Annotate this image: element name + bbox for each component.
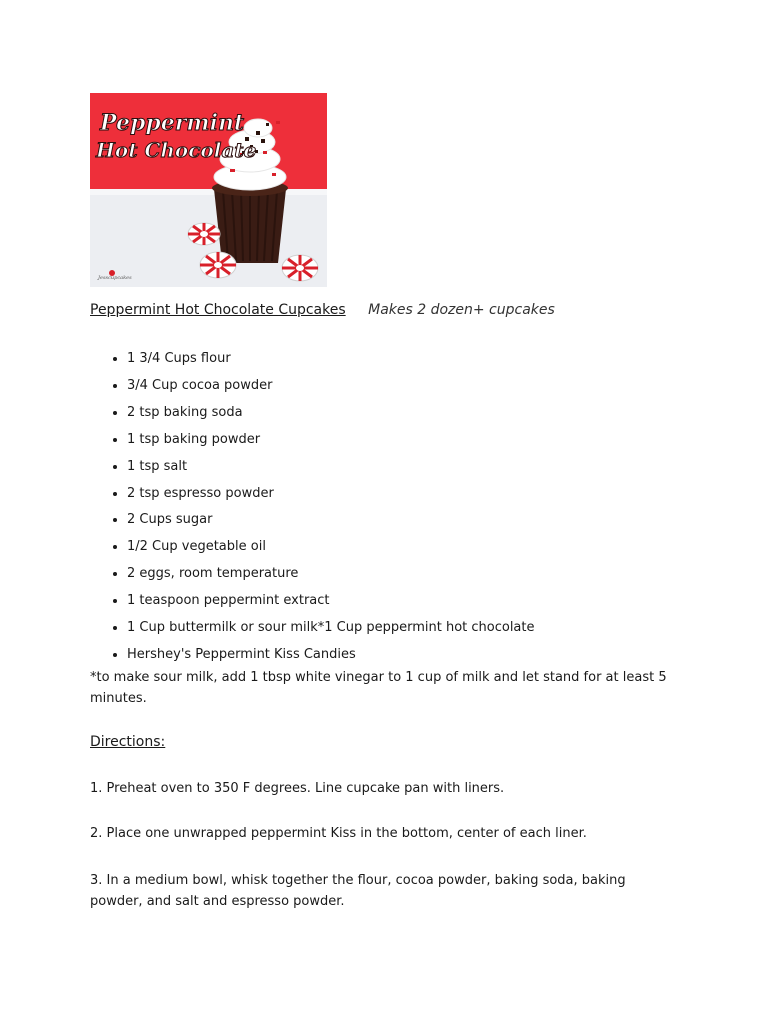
ingredient-item: • 1 tsp baking powder <box>127 427 727 454</box>
watermark-text: Jesscupcakes <box>98 275 132 281</box>
recipe-title-row <box>90 302 710 324</box>
ingredient-item: • Hershey's Peppermint Kiss Candies <box>127 642 727 669</box>
recipe-photo <box>90 93 327 287</box>
sour-milk-note: *to make sour milk, add 1 tbsp white vinegar to 1 cup of milk and let stand for at least 5 minutes. <box>90 670 667 706</box>
ingredient-item: • 1 teaspoon peppermint extract <box>127 588 727 615</box>
direction-step: 2. Place one unwrapped peppermint Kiss in the bottom, center of each liner. <box>90 826 587 841</box>
ingredient-item: • 2 tsp baking soda <box>127 400 727 427</box>
cupcake-illustration <box>90 93 327 287</box>
ingredient-item: • 2 eggs, room temperature <box>127 561 727 588</box>
ingredient-item: • 1/2 Cup vegetable oil <box>127 534 727 561</box>
ingredient-item: • 2 tsp espresso powder <box>127 481 727 508</box>
ingredient-item: • 1 Cup buttermilk or sour milk*1 Cup peppermint hot chocolate <box>127 615 727 642</box>
ingredient-item: • 1 tsp salt <box>127 454 727 481</box>
candy-right <box>282 255 318 281</box>
candy-center <box>200 252 236 278</box>
ingredient-item: • 3/4 Cup cocoa powder <box>127 373 727 400</box>
recipe-yield: Makes 2 dozen+ cupcakes <box>368 302 555 318</box>
ingredient-list <box>90 346 727 669</box>
recipe-title: Peppermint Hot Chocolate Cupcakes <box>90 302 346 318</box>
overlay-title-line1: Peppermint <box>100 110 245 136</box>
ingredient-item: • 1 3/4 Cups flour <box>127 346 727 373</box>
directions-heading: Directions: <box>90 734 166 750</box>
direction-step: 1. Preheat oven to 350 F degrees. Line cupcake pan with liners. <box>90 781 505 796</box>
candy-left <box>188 223 220 245</box>
direction-step: 3. In a medium bowl, whisk together the flour, cocoa powder, baking soda, baking powder, and salt and espresso powder. <box>90 873 626 909</box>
ingredient-item: • 2 Cups sugar <box>127 507 727 534</box>
overlay-title-line2: Hot Chocolate <box>96 138 257 162</box>
